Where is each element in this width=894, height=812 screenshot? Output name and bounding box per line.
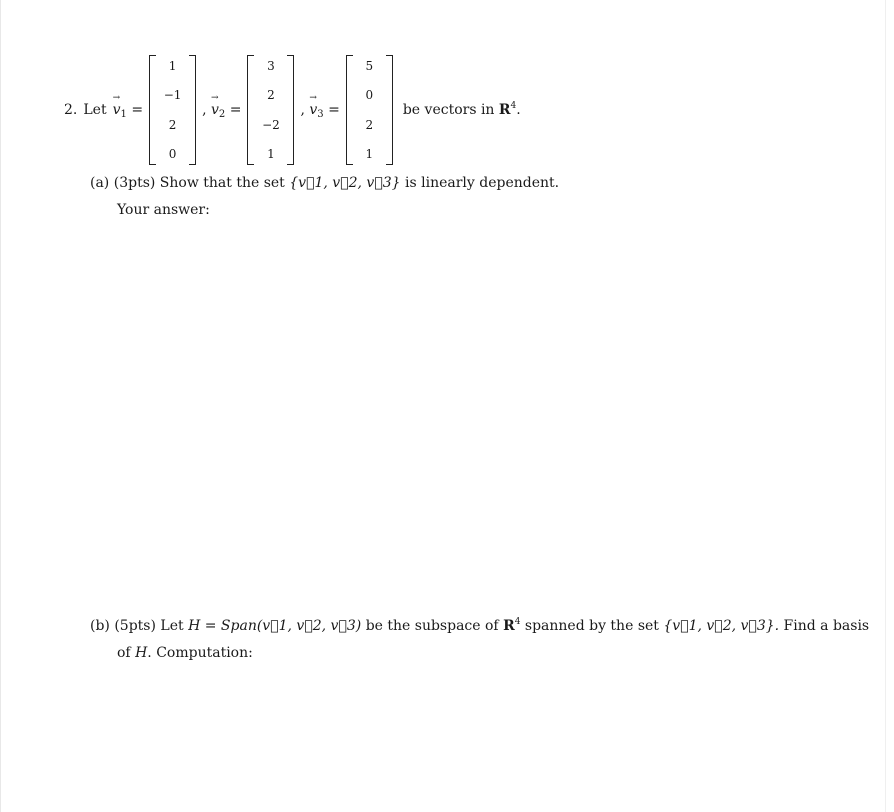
vector-1-label: → $v_1$ = [113,102,143,118]
part-a-text: Show that the set [159,175,285,191]
part-b-prompt-continued: of H. Computation: [117,645,253,661]
matrix-entry: 2 [168,117,177,132]
part-b-prompt: (b) (5pts) Let H = Span(v⃗1, v⃗2, v⃗3) be the subspace of $R^4$ spanned by the set {v⃗1, v⃗2, v⃗3}. Find a basis [90,617,870,634]
problem-lead: Let [83,102,107,118]
matrix-entry: 2 [267,88,275,103]
part-a-set: {v⃗1, v⃗2, v⃗3} [289,175,401,191]
part-a-prompt [90,175,559,191]
part-a-label: (a) [90,175,110,191]
part-b-set: {v⃗1, v⃗2, v⃗3}. [663,618,780,634]
matrix-entry: 3 [267,59,275,73]
vector-3-label: , → $v_3$ = [300,102,339,118]
real-space-symbol: R [503,618,515,634]
page-right-edge [885,0,886,812]
part-a-text-end: is linearly dependent. [405,175,560,191]
vector-3-matrix [346,55,393,165]
part-a-points: (3pts) [113,175,156,191]
answer-label: Your answer: [117,202,210,218]
vector-1-matrix [149,55,196,165]
problem-number: 2. [64,102,78,118]
problem-statement [64,55,521,165]
part-b-label: (b) [90,618,110,634]
subspace-symbol: H [188,618,201,634]
matrix-entry: 5 [365,59,374,73]
subspace-symbol: H [135,645,148,661]
matrix-entry: 2 [365,117,374,132]
vector-2-matrix [247,55,294,165]
part-b-points: (5pts) [114,618,156,634]
span-expression: = Span(v⃗1, v⃗2, v⃗3) [204,618,362,634]
page-left-edge [0,0,1,812]
problem-tail: be vectors in $R^4$. [402,101,521,118]
real-space-symbol: R [498,102,511,118]
matrix-entry: 1 [365,146,374,161]
matrix-entry: −2 [262,117,280,132]
matrix-entry: 1 [267,146,275,161]
vector-2-label: , → $v_2$ = [202,102,241,118]
matrix-entry: −1 [163,88,182,103]
matrix-entry: 1 [168,59,177,73]
matrix-entry: 0 [168,146,177,161]
matrix-entry: 0 [365,88,374,103]
